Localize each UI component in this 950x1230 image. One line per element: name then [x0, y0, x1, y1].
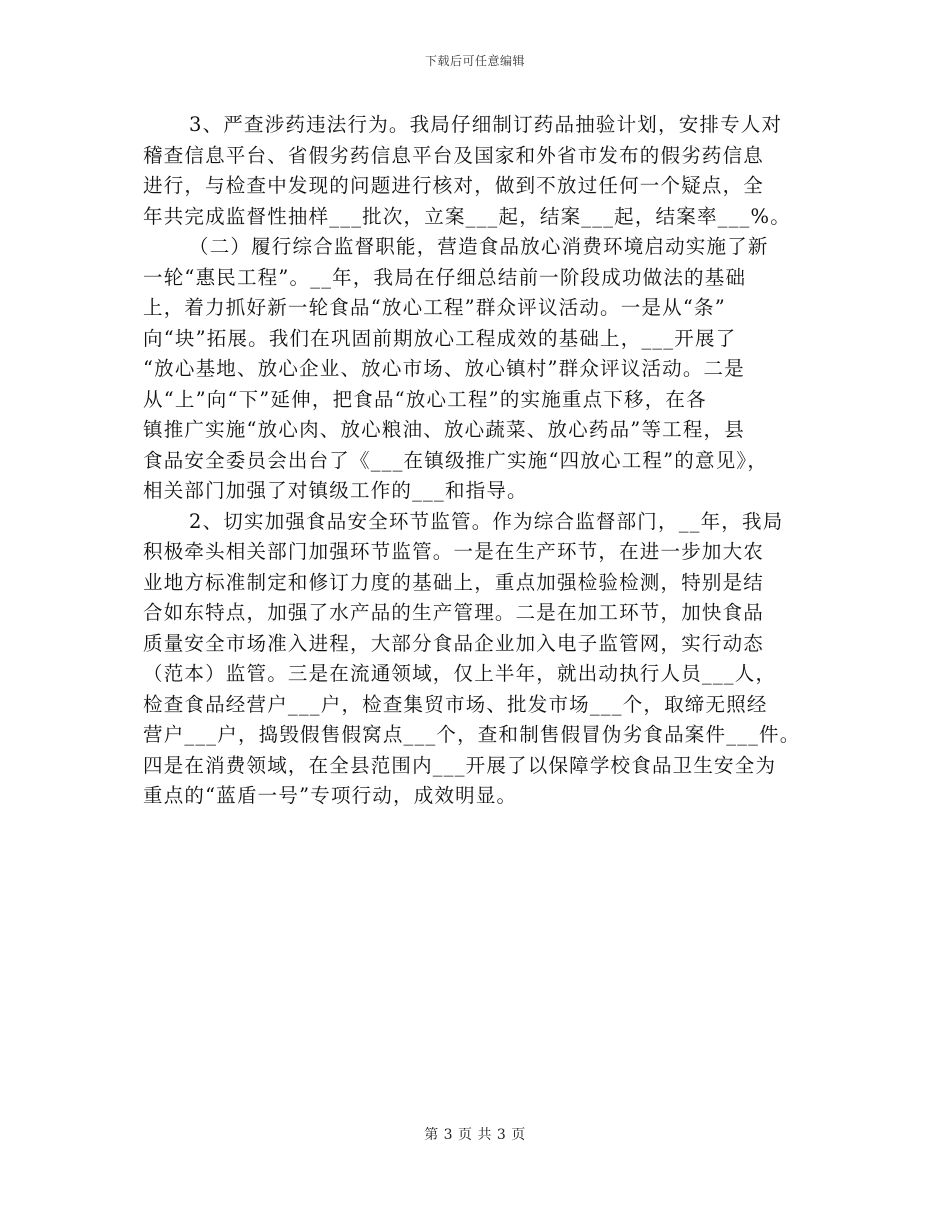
text-line: 上，着力抓好新一轮食品“放心工程”群众评议活动。一是从“条” — [143, 296, 726, 319]
text-line: 一轮“惠民工程”。__年，我局在仔细总结前一阶段成功做法的基础 — [143, 265, 747, 289]
text-line: 食品安全委员会出台了《___在镇级推广实施“四放心工程”的意见》， — [143, 448, 769, 472]
text-line: 镇推广实施“放心肉、放心粮油、放心蔬菜、放心药品”等工程，县 — [143, 418, 745, 441]
text-line: 2、切实加强食品安全环节监管。作为综合监督部门，__年，我局 — [189, 509, 784, 533]
text-line: 稽查信息平台、省假劣药信息平台及国家和外省市发布的假劣药信息 — [143, 143, 765, 167]
text-line: 重点的“蓝盾一号”专项行动，成效明显。 — [143, 784, 518, 807]
text-line: 进行，与检查中发现的问题进行核对，做到不放过任何一个疑点，全 — [143, 174, 765, 197]
text-line: 向“块”拓展。我们在巩固前期放心工程成效的基础上，___开展了 — [143, 326, 737, 350]
text-line: 合如东特点，加强了水产品的生产管理。二是在加工环节，加快食品 — [143, 601, 765, 624]
text-line: （范本）监管。三是在流通领域，仅上半年，就出动执行人员___人， — [143, 662, 777, 685]
page-footer: 第 3 页 共 3 页 — [424, 1127, 526, 1143]
text-line: 年共完成监督性抽样___批次，立案___起，结案___起，结案率___%。 — [143, 204, 791, 228]
text-line: 营户___户，捣毁假售假窝点___个，查和制售假冒伪劣食品案件___件。 — [143, 723, 801, 746]
page-header: 下载后可任意编辑 — [424, 54, 525, 68]
text-line: 积极牵头相关部门加强环节监管。一是在生产环节，在进一步加大农 — [143, 540, 765, 563]
text-line: “放心基地、放心企业、放心市场、放心镇村”群众评议活动。二是 — [143, 357, 745, 380]
text-line: 业地方标准制定和修订力度的基础上，重点加强检验检测，特别是结 — [143, 570, 765, 594]
text-line: 质量安全市场准入进程，大部分食品企业加入电子监管网，实行动态 — [143, 631, 765, 655]
text-line: 3、严查涉药违法行为。我局仔细制订药品抽验计划，安排专人对 — [189, 113, 783, 136]
text-line: 从“上”向“下”延伸，把食品“放心工程”的实施重点下移，在各 — [143, 387, 707, 411]
text-line: 检查食品经营户___户，检查集贸市场、批发市场___个，取缔无照经 — [143, 692, 768, 716]
text-line: 相关部门加强了对镇级工作的___和指导。 — [143, 479, 528, 502]
text-line: 四是在消费领域，在全县范围内___开展了以保障学校食品卫生安全为 — [143, 753, 777, 777]
document-body — [143, 110, 813, 812]
text-line: （二）履行综合监督职能，营造食品放心消费环境启动实施了新 — [189, 235, 769, 258]
